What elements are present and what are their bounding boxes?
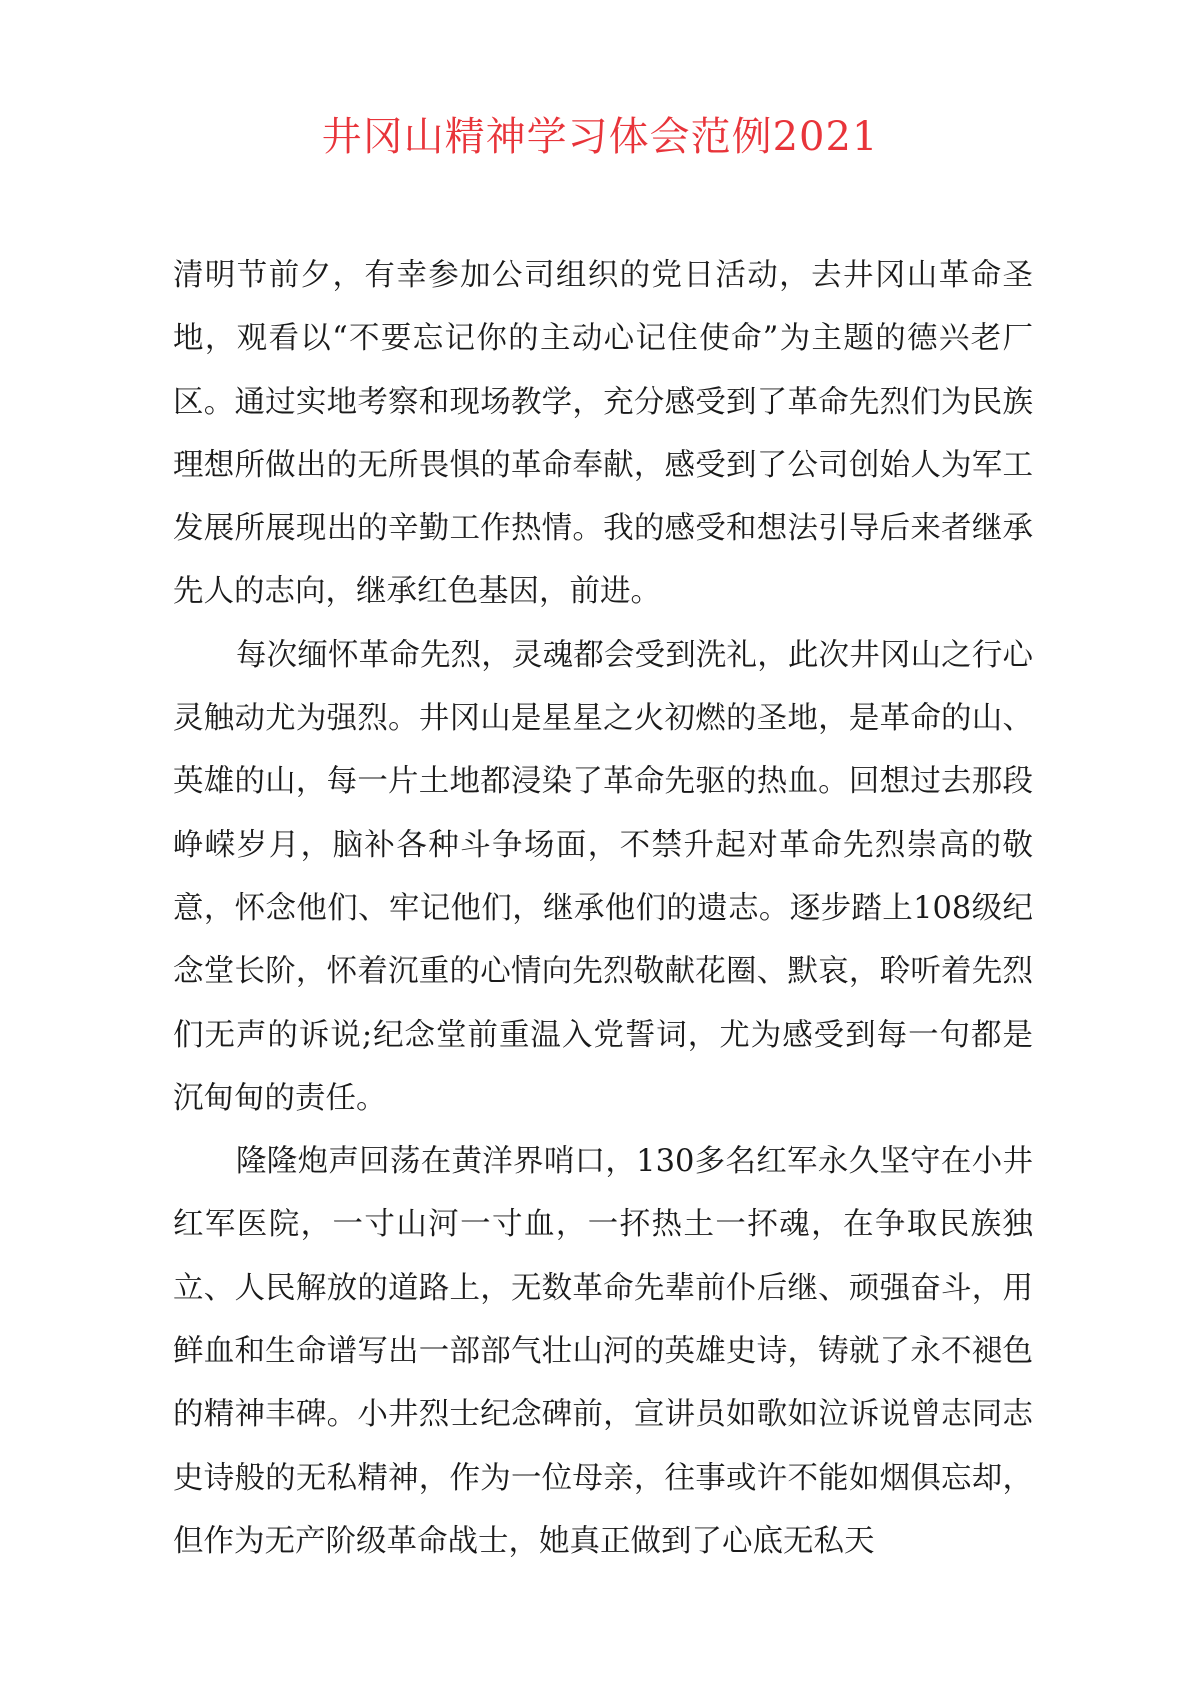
paragraph-2: 每次缅怀革命先烈，灵魂都会受到洗礼，此次井冈山之行心灵触动尤为强烈。井冈山是星星之火初燃的圣地，是革命的山、英雄的山，每一片土地都浸染了革命先驱的热血。回想过去那段峥嵘岁月，脑补各种斗争场面，不禁升起对革命先烈崇高的敬意，怀念他们、牢记他们，继承他们的遗志。逐步踏上108级纪念堂长阶，怀着沉重的心情向先烈敬献花圈、默哀，聆听着先烈们无声的诉说;纪念堂前重温入党誓词，尤为感受到每一句都是沉甸甸的责任。 [173, 637, 1033, 1116]
paragraph-3: 隆隆炮声回荡在黄洋界哨口，130多名红军永久坚守在小井红军医院，一寸山河一寸血，一抔热土一抔魂，在争取民族独立、人民解放的道路上，无数革命先辈前仆后继、顽强奋斗，用鲜血和生命谱写出一部部气壮山河的英雄史诗，铸就了永不褪色的精神丰碑。小井烈士纪念碑前，宣讲员如歌如泣诉说曾志同志史诗般的无私精神，作为一位母亲，往事或许不能如烟俱忘却，但作为无产阶级革命战士，她真正做到了心底无私天 [173, 1144, 1033, 1559]
document-title: 井冈山精神学习体会范例2021 [321, 114, 879, 160]
paragraph-1: 清明节前夕，有幸参加公司组织的党日活动，去井冈山革命圣地，观看以“不要忘记你的主动心记住使命”为主题的德兴老厂区。通过实地考察和现场教学，充分感受到了革命先烈们为民族理想所做出的无所畏惧的革命奉献，感受到了公司创始人为军工发展所展现出的辛勤工作热情。我的感受和想法引导后来者继承先人的志向，继承红色基因，前进。 [173, 258, 1033, 610]
document-body [173, 244, 1033, 1573]
